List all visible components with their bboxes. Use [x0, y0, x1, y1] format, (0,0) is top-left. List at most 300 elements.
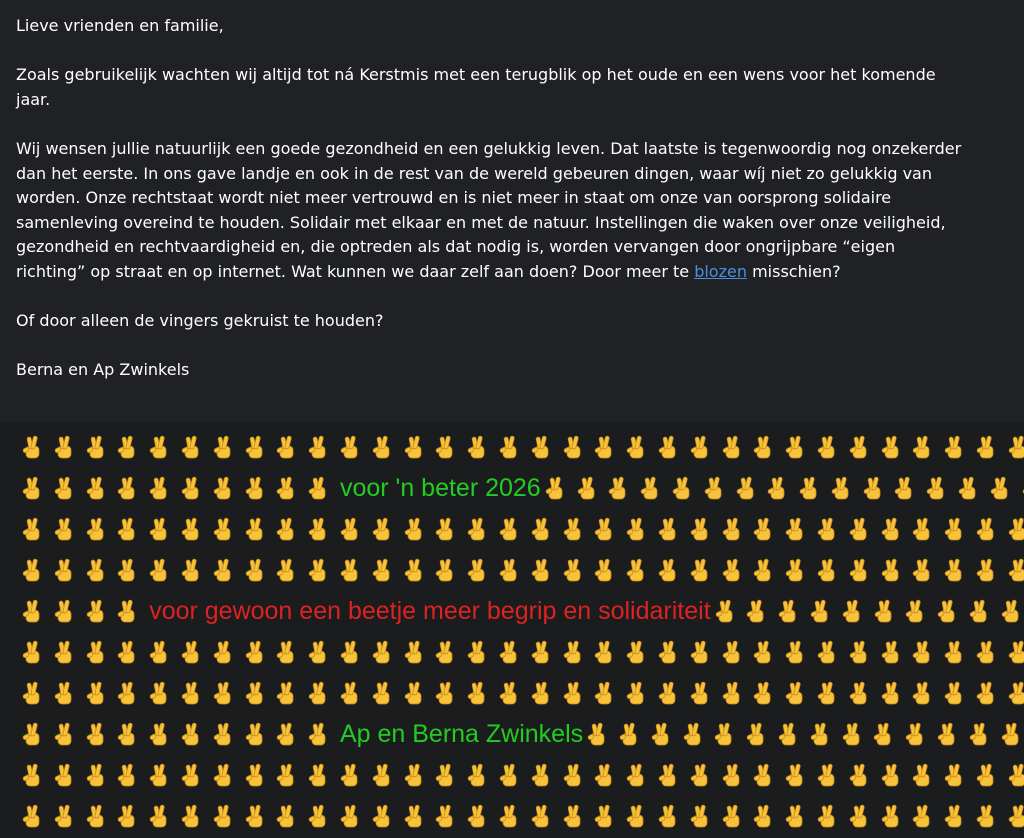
crossed-fingers-icon	[942, 639, 968, 665]
crossed-fingers-icon	[751, 639, 777, 665]
crossed-fingers-icon	[879, 762, 905, 788]
crossed-fingers-icon	[903, 598, 929, 624]
crossed-fingers-icon	[115, 762, 141, 788]
crossed-fingers-icon	[892, 475, 918, 501]
crossed-fingers-icon	[751, 803, 777, 829]
crossed-fingers-icon	[147, 475, 173, 501]
crossed-fingers-icon	[924, 475, 950, 501]
crossed-fingers-icon	[720, 516, 746, 542]
crossed-fingers-icon	[720, 762, 746, 788]
crossed-fingers-icon	[211, 680, 237, 706]
crossed-fingers-icon	[52, 762, 78, 788]
crossed-fingers-icon	[840, 598, 866, 624]
crossed-fingers-icon	[306, 434, 332, 460]
crossed-fingers-icon	[243, 516, 269, 542]
crossed-fingers-icon	[211, 516, 237, 542]
crossed-fingers-icon	[20, 475, 46, 501]
crossed-fingers-icon	[815, 557, 841, 583]
crossed-fingers-icon	[967, 598, 993, 624]
crossed-fingers-icon	[702, 475, 728, 501]
crossed-fingers-icon	[879, 639, 905, 665]
crossed-fingers-icon	[751, 762, 777, 788]
crossed-fingers-icon	[115, 516, 141, 542]
crossed-fingers-icon	[211, 803, 237, 829]
crossed-fingers-icon	[179, 639, 205, 665]
crossed-fingers-icon	[20, 434, 46, 460]
crossed-fingers-icon	[847, 516, 873, 542]
body-line: gezondheid en rechtvaardigheid en, die optreden als dat nodig is, worden vervangen door ongrijpbare “eigen	[16, 237, 896, 257]
crossed-fingers-icon	[956, 475, 982, 501]
crossed-fingers-icon	[1020, 475, 1024, 501]
crossed-fingers-icon	[115, 598, 141, 624]
crossed-fingers-icon	[783, 680, 809, 706]
crossed-fingers-icon	[497, 639, 523, 665]
crossed-fingers-icon	[84, 680, 110, 706]
crossed-fingers-icon	[370, 516, 396, 542]
crossed-fingers-icon	[879, 516, 905, 542]
crossed-fingers-icon	[529, 516, 555, 542]
crossed-fingers-icon	[179, 516, 205, 542]
crossed-fingers-icon	[847, 680, 873, 706]
crossed-fingers-icon	[1006, 516, 1024, 542]
crossed-fingers-icon	[274, 475, 300, 501]
crossed-fingers-icon	[879, 680, 905, 706]
crossed-fingers-icon	[751, 434, 777, 460]
crossed-fingers-icon	[974, 516, 1000, 542]
crossed-fingers-icon	[115, 680, 141, 706]
crossed-fingers-icon	[433, 680, 459, 706]
crossed-fingers-icon	[115, 721, 141, 747]
crossed-fingers-icon	[433, 516, 459, 542]
intro-line: Zoals gebruikelijk wachten wij altijd tot ná Kerstmis met een terugblik op het oude en een wens voor het komende	[16, 65, 936, 85]
crossed-fingers-icon	[52, 598, 78, 624]
crossed-fingers-icon	[306, 557, 332, 583]
crossed-fingers-icon	[465, 434, 491, 460]
crossed-fingers-icon	[712, 721, 738, 747]
crossed-fingers-icon	[783, 762, 809, 788]
emoji-row	[0, 713, 1024, 755]
crossed-fingers-icon	[338, 762, 364, 788]
emoji-row	[0, 795, 1024, 837]
crossed-fingers-icon	[872, 598, 898, 624]
crossed-fingers-icon	[783, 639, 809, 665]
crossed-fingers-icon	[638, 475, 664, 501]
crossed-fingers-icon	[988, 475, 1014, 501]
crossed-fingers-icon	[211, 557, 237, 583]
crossed-fingers-icon	[910, 516, 936, 542]
crossed-fingers-icon	[815, 762, 841, 788]
crossed-fingers-icon	[274, 762, 300, 788]
crossed-fingers-icon	[720, 557, 746, 583]
crossed-fingers-icon	[274, 680, 300, 706]
crossed-fingers-icon	[879, 434, 905, 460]
crossed-fingers-icon	[974, 680, 1000, 706]
crossed-fingers-icon	[529, 434, 555, 460]
crossed-fingers-icon	[624, 680, 650, 706]
crossed-fingers-icon	[115, 475, 141, 501]
crossed-fingers-icon	[656, 639, 682, 665]
crossed-fingers-icon	[529, 762, 555, 788]
question-line: Of door alleen de vingers gekruist te houden?	[16, 311, 384, 331]
crossed-fingers-icon	[370, 762, 396, 788]
crossed-fingers-icon	[765, 475, 791, 501]
crossed-fingers-icon	[847, 762, 873, 788]
crossed-fingers-icon	[497, 516, 523, 542]
emoji-row	[0, 467, 1024, 509]
crossed-fingers-icon	[84, 557, 110, 583]
crossed-fingers-icon	[903, 721, 929, 747]
crossed-fingers-icon	[847, 557, 873, 583]
crossed-fingers-icon	[497, 680, 523, 706]
crossed-fingers-icon	[840, 721, 866, 747]
body-text: richting” op straat en op internet. Wat kunnen we daar zelf aan doen? Door meer te	[16, 261, 695, 281]
crossed-fingers-icon	[910, 762, 936, 788]
crossed-fingers-icon	[274, 803, 300, 829]
crossed-fingers-icon	[243, 680, 269, 706]
crossed-fingers-icon	[20, 762, 46, 788]
crossed-fingers-icon	[974, 434, 1000, 460]
crossed-fingers-icon	[751, 557, 777, 583]
emoji-row	[0, 549, 1024, 591]
crossed-fingers-icon	[306, 762, 332, 788]
grid-message: voor 'n beter 2026	[339, 474, 541, 502]
crossed-fingers-icon	[656, 803, 682, 829]
crossed-fingers-icon	[1006, 803, 1024, 829]
crossed-fingers-icon	[1006, 680, 1024, 706]
emoji-row	[0, 754, 1024, 796]
crossed-fingers-icon	[84, 639, 110, 665]
crossed-fingers-icon	[433, 639, 459, 665]
crossed-fingers-icon	[871, 721, 897, 747]
crossed-fingers-icon	[575, 475, 601, 501]
crossed-fingers-icon	[20, 803, 46, 829]
crossed-fingers-icon	[967, 721, 993, 747]
crossed-fingers-icon	[1006, 557, 1024, 583]
crossed-fingers-icon	[847, 639, 873, 665]
crossed-fingers-icon	[84, 434, 110, 460]
crossed-fingers-icon	[433, 434, 459, 460]
crossed-fingers-icon	[179, 803, 205, 829]
crossed-fingers-icon	[606, 475, 632, 501]
crossed-fingers-icon	[338, 680, 364, 706]
crossed-fingers-icon	[688, 434, 714, 460]
crossed-fingers-icon	[465, 639, 491, 665]
crossed-fingers-icon	[592, 557, 618, 583]
crossed-fingers-icon	[561, 762, 587, 788]
crossed-fingers-icon	[179, 475, 205, 501]
crossed-fingers-icon	[681, 721, 707, 747]
crossed-fingers-icon	[84, 762, 110, 788]
crossed-fingers-icon	[52, 639, 78, 665]
crossed-fingers-icon	[402, 639, 428, 665]
salutation: Lieve vrienden en familie,	[16, 16, 224, 35]
emoji-row	[0, 672, 1024, 714]
crossed-fingers-icon	[999, 721, 1024, 747]
crossed-fingers-icon	[942, 680, 968, 706]
crossed-fingers-icon	[147, 434, 173, 460]
crossed-fingers-icon	[115, 434, 141, 460]
signature: Berna en Ap Zwinkels	[16, 360, 190, 380]
crossed-fingers-icon	[592, 516, 618, 542]
crossed-fingers-icon	[433, 557, 459, 583]
crossed-fingers-icon	[744, 598, 770, 624]
crossed-fingers-icon	[338, 639, 364, 665]
blozen-link[interactable]: blozen	[694, 261, 747, 281]
crossed-fingers-icon	[465, 557, 491, 583]
crossed-fingers-icon	[656, 762, 682, 788]
crossed-fingers-icon	[1006, 639, 1024, 665]
crossed-fingers-icon	[20, 639, 46, 665]
crossed-fingers-icon	[497, 803, 523, 829]
crossed-fingers-icon	[935, 721, 961, 747]
crossed-fingers-icon	[465, 516, 491, 542]
crossed-fingers-icon	[306, 516, 332, 542]
crossed-fingers-icon	[592, 680, 618, 706]
crossed-fingers-icon	[306, 475, 332, 501]
crossed-fingers-icon	[720, 680, 746, 706]
crossed-fingers-icon	[52, 803, 78, 829]
crossed-fingers-icon	[776, 598, 802, 624]
crossed-fingers-icon	[688, 762, 714, 788]
crossed-fingers-icon	[243, 557, 269, 583]
crossed-fingers-icon	[592, 639, 618, 665]
crossed-fingers-icon	[84, 598, 110, 624]
crossed-fingers-icon	[433, 803, 459, 829]
crossed-fingers-icon	[402, 803, 428, 829]
crossed-fingers-icon	[179, 434, 205, 460]
crossed-fingers-icon	[465, 680, 491, 706]
crossed-fingers-icon	[274, 516, 300, 542]
crossed-fingers-icon	[783, 803, 809, 829]
crossed-fingers-icon	[179, 721, 205, 747]
crossed-fingers-icon	[942, 557, 968, 583]
crossed-fingers-icon	[815, 434, 841, 460]
crossed-fingers-icon	[338, 557, 364, 583]
crossed-fingers-icon	[147, 639, 173, 665]
crossed-fingers-icon	[433, 762, 459, 788]
crossed-fingers-grid	[0, 422, 1024, 838]
crossed-fingers-icon	[974, 557, 1000, 583]
crossed-fingers-icon	[847, 434, 873, 460]
crossed-fingers-icon	[656, 557, 682, 583]
crossed-fingers-icon	[147, 516, 173, 542]
crossed-fingers-icon	[910, 557, 936, 583]
crossed-fingers-icon	[543, 475, 569, 501]
crossed-fingers-icon	[751, 516, 777, 542]
crossed-fingers-icon	[402, 762, 428, 788]
crossed-fingers-icon	[529, 680, 555, 706]
crossed-fingers-icon	[861, 475, 887, 501]
crossed-fingers-icon	[147, 557, 173, 583]
crossed-fingers-icon	[20, 721, 46, 747]
crossed-fingers-icon	[808, 721, 834, 747]
crossed-fingers-icon	[338, 803, 364, 829]
crossed-fingers-icon	[243, 721, 269, 747]
crossed-fingers-icon	[942, 762, 968, 788]
crossed-fingers-icon	[211, 434, 237, 460]
crossed-fingers-icon	[561, 557, 587, 583]
crossed-fingers-icon	[52, 434, 78, 460]
crossed-fingers-icon	[243, 762, 269, 788]
crossed-fingers-icon	[529, 803, 555, 829]
crossed-fingers-icon	[592, 803, 618, 829]
main-paragraph	[16, 137, 1024, 285]
crossed-fingers-icon	[656, 516, 682, 542]
crossed-fingers-icon	[974, 639, 1000, 665]
crossed-fingers-icon	[624, 639, 650, 665]
emoji-row	[0, 590, 1024, 632]
crossed-fingers-icon	[147, 721, 173, 747]
crossed-fingers-icon	[243, 475, 269, 501]
crossed-fingers-icon	[688, 639, 714, 665]
crossed-fingers-icon	[751, 680, 777, 706]
crossed-fingers-icon	[529, 639, 555, 665]
crossed-fingers-icon	[306, 639, 332, 665]
crossed-fingers-icon	[497, 434, 523, 460]
crossed-fingers-icon	[370, 557, 396, 583]
crossed-fingers-icon	[179, 680, 205, 706]
crossed-fingers-icon	[688, 516, 714, 542]
crossed-fingers-icon	[815, 680, 841, 706]
crossed-fingers-icon	[624, 762, 650, 788]
grid-message: Ap en Berna Zwinkels	[339, 720, 584, 748]
crossed-fingers-icon	[338, 434, 364, 460]
crossed-fingers-icon	[815, 639, 841, 665]
crossed-fingers-icon	[617, 721, 643, 747]
crossed-fingers-icon	[52, 516, 78, 542]
crossed-fingers-icon	[52, 557, 78, 583]
intro-line: jaar.	[16, 89, 51, 109]
crossed-fingers-icon	[115, 639, 141, 665]
crossed-fingers-icon	[370, 680, 396, 706]
crossed-fingers-icon	[744, 721, 770, 747]
letter-body	[16, 14, 1024, 408]
crossed-fingers-icon	[561, 434, 587, 460]
crossed-fingers-icon	[20, 557, 46, 583]
crossed-fingers-icon	[974, 803, 1000, 829]
crossed-fingers-icon	[561, 803, 587, 829]
crossed-fingers-icon	[52, 721, 78, 747]
crossed-fingers-icon	[624, 516, 650, 542]
crossed-fingers-icon	[497, 762, 523, 788]
crossed-fingers-icon	[147, 762, 173, 788]
crossed-fingers-icon	[529, 557, 555, 583]
crossed-fingers-icon	[211, 721, 237, 747]
crossed-fingers-icon	[84, 721, 110, 747]
crossed-fingers-icon	[910, 803, 936, 829]
crossed-fingers-icon	[20, 680, 46, 706]
crossed-fingers-icon	[402, 434, 428, 460]
crossed-fingers-icon	[797, 475, 823, 501]
crossed-fingers-icon	[20, 598, 46, 624]
crossed-fingers-icon	[999, 598, 1024, 624]
crossed-fingers-icon	[783, 434, 809, 460]
body-line: samenleving overeind te houden. Solidair met elkaar en met de natuur. Instellingen die waken over onze veiligheid,	[16, 212, 946, 232]
crossed-fingers-icon	[783, 516, 809, 542]
crossed-fingers-icon	[879, 557, 905, 583]
crossed-fingers-icon	[720, 803, 746, 829]
crossed-fingers-icon	[179, 762, 205, 788]
crossed-fingers-icon	[84, 516, 110, 542]
crossed-fingers-icon	[147, 803, 173, 829]
crossed-fingers-icon	[211, 762, 237, 788]
crossed-fingers-icon	[624, 434, 650, 460]
crossed-fingers-icon	[274, 557, 300, 583]
crossed-fingers-icon	[592, 762, 618, 788]
body-line-last	[16, 260, 1024, 285]
crossed-fingers-icon	[1006, 434, 1024, 460]
crossed-fingers-icon	[910, 639, 936, 665]
crossed-fingers-icon	[713, 598, 739, 624]
crossed-fingers-icon	[561, 516, 587, 542]
crossed-fingers-icon	[624, 803, 650, 829]
crossed-fingers-icon	[720, 639, 746, 665]
crossed-fingers-icon	[338, 516, 364, 542]
crossed-fingers-icon	[370, 434, 396, 460]
crossed-fingers-icon	[243, 434, 269, 460]
crossed-fingers-icon	[84, 803, 110, 829]
crossed-fingers-icon	[935, 598, 961, 624]
crossed-fingers-icon	[370, 803, 396, 829]
crossed-fingers-icon	[147, 680, 173, 706]
crossed-fingers-icon	[497, 557, 523, 583]
emoji-row	[0, 426, 1024, 468]
crossed-fingers-icon	[656, 434, 682, 460]
crossed-fingers-icon	[52, 475, 78, 501]
crossed-fingers-icon	[829, 475, 855, 501]
intro-paragraph	[16, 63, 1024, 112]
crossed-fingers-icon	[211, 475, 237, 501]
crossed-fingers-icon	[20, 516, 46, 542]
crossed-fingers-icon	[115, 557, 141, 583]
crossed-fingers-icon	[942, 434, 968, 460]
crossed-fingers-icon	[1006, 762, 1024, 788]
crossed-fingers-icon	[306, 721, 332, 747]
crossed-fingers-icon	[243, 639, 269, 665]
crossed-fingers-icon	[942, 516, 968, 542]
crossed-fingers-icon	[274, 639, 300, 665]
crossed-fingers-icon	[688, 557, 714, 583]
crossed-fingers-icon	[306, 680, 332, 706]
crossed-fingers-icon	[84, 475, 110, 501]
crossed-fingers-icon	[306, 803, 332, 829]
crossed-fingers-icon	[465, 762, 491, 788]
grid-message: voor gewoon een beetje meer begrip en solidariteit	[149, 597, 711, 625]
body-line: Wij wensen jullie natuurlijk een goede gezondheid en een gelukkig leven. Dat laatste is tegenwoordig nog onzekerder	[16, 138, 962, 158]
crossed-fingers-icon	[656, 680, 682, 706]
crossed-fingers-icon	[910, 680, 936, 706]
emoji-row	[0, 631, 1024, 673]
crossed-fingers-icon	[585, 721, 611, 747]
crossed-fingers-icon	[879, 803, 905, 829]
emoji-row	[0, 508, 1024, 550]
crossed-fingers-icon	[402, 516, 428, 542]
crossed-fingers-icon	[720, 434, 746, 460]
crossed-fingers-icon	[465, 803, 491, 829]
crossed-fingers-icon	[776, 721, 802, 747]
crossed-fingers-icon	[649, 721, 675, 747]
crossed-fingers-icon	[624, 557, 650, 583]
body-text: misschien?	[746, 261, 841, 281]
crossed-fingers-icon	[402, 680, 428, 706]
crossed-fingers-icon	[274, 721, 300, 747]
crossed-fingers-icon	[783, 557, 809, 583]
crossed-fingers-icon	[734, 475, 760, 501]
crossed-fingers-icon	[688, 680, 714, 706]
crossed-fingers-icon	[847, 803, 873, 829]
crossed-fingers-icon	[370, 639, 396, 665]
body-line: worden. Onze rechtstaat wordt niet meer vertrouwd en is niet meer in staat om onze van oorsprong solidaire	[16, 188, 892, 208]
